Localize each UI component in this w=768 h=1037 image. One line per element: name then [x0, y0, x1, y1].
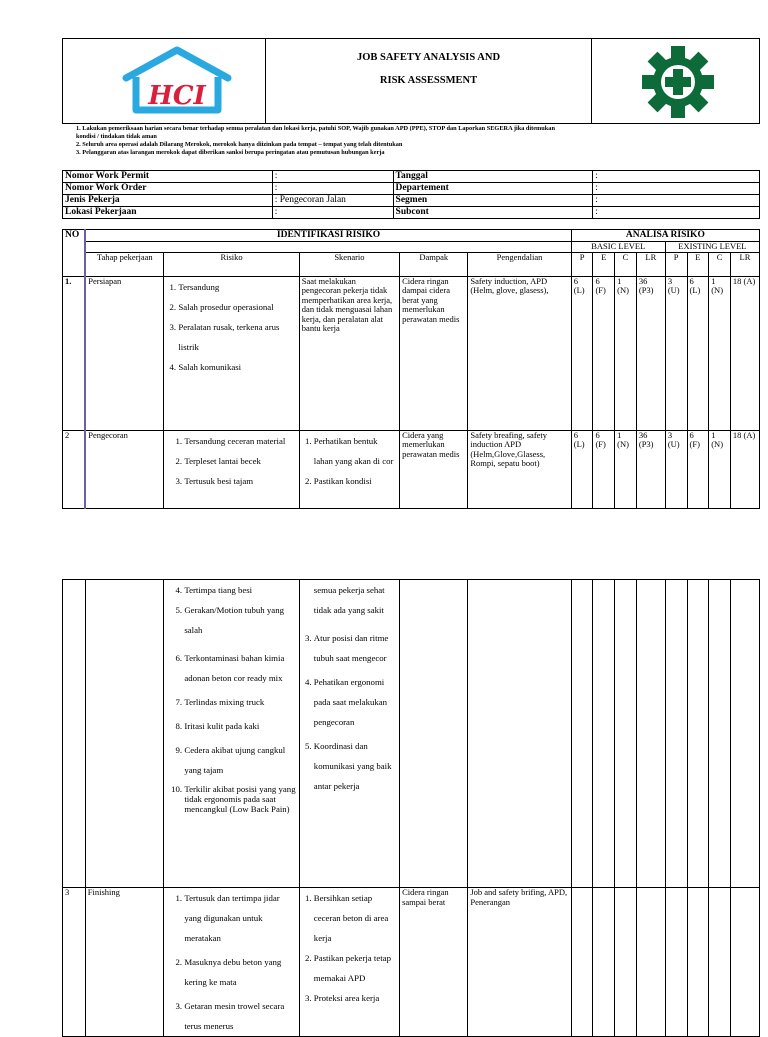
note-line: 3. Pelanggaran atas larangan merokok dapat diberikan sanksi berupa peringatan atau pemutusan hubungan kerja	[76, 149, 385, 156]
risk-item: 3. Peralatan rusak, terkena arus listrik	[178, 317, 296, 357]
info-row	[63, 195, 760, 207]
table-row	[63, 276, 760, 430]
col-basic-level: BASIC LEVEL	[571, 242, 665, 253]
basic-lr: 36 (P3)	[636, 276, 665, 430]
col-identifikasi: IDENTIFIKASI RISIKO	[85, 230, 571, 242]
info-row	[63, 183, 760, 195]
safety-gear-icon	[640, 44, 716, 120]
existing-e: 6 (L)	[687, 276, 709, 430]
safety-notes	[76, 125, 756, 157]
row-dampak: Cidera yang memerlukan perawatan medis	[400, 430, 468, 508]
basic-e: 6 (F)	[593, 276, 615, 430]
info-value: :	[272, 183, 393, 195]
risk-item: 1. Tersandung ceceran material	[184, 431, 296, 451]
doc-title-line1: JOB SAFETY ANALYSIS AND	[356, 52, 501, 63]
row-no: 3	[63, 888, 86, 1037]
scenario-item: 1. Perhatikan bentuk lahan yang akan di cor	[314, 431, 397, 471]
info-label: Subcont	[393, 207, 593, 219]
info-value: :	[272, 171, 393, 183]
scenario-item: 2. Pastikan pekerja tetap memakai APD	[314, 948, 397, 988]
risk-item: 6. Terkontaminasi bahan kimia adonan beton cor ready mix	[184, 648, 296, 688]
col-p: P	[665, 252, 687, 276]
col-pengendalian: Pengendalian	[468, 252, 571, 276]
risk-item: 10. Terkilir akibat posisi yang yang tidak ergonomis pada saat mencangkul (Low Back Pain)	[184, 784, 296, 814]
info-row	[63, 207, 760, 219]
table-row	[63, 580, 760, 888]
scenario-item: 3. Atur posisi dan ritme tubuh saat mengecor	[314, 628, 397, 668]
note-line: 2. Seluruh area operasi adalah Dilarang Merokok, merokok hanya diizinkan pada tempat – tempat yang telah ditentukan	[76, 141, 403, 148]
note-line: kondisi / tindakan tidak aman	[76, 133, 157, 140]
info-value: :	[593, 183, 760, 195]
info-value: :	[593, 207, 760, 219]
risk-item: 2. Terpleset lantai becek	[184, 451, 296, 471]
row-tahap: Finishing	[85, 888, 164, 1037]
col-no: NO	[63, 230, 86, 277]
row-tahap: Persiapan	[85, 276, 164, 430]
basic-p: 6 (L)	[571, 430, 593, 508]
basic-lr: 36 (P3)	[636, 430, 665, 508]
risk-item: 4. Salah komunikasi	[178, 357, 296, 377]
info-value: :	[272, 207, 393, 219]
scenario-item: 5. Koordinasi dan komunikasi yang baik antar pekerja	[314, 736, 397, 796]
risk-table	[62, 229, 760, 509]
risk-item: 1. Tersandung	[178, 277, 296, 297]
row-no: 2	[63, 430, 86, 508]
table-row	[63, 888, 760, 1037]
col-dampak: Dampak	[400, 252, 468, 276]
basic-p: 6 (L)	[571, 276, 593, 430]
info-value: :	[593, 171, 760, 183]
col-analisa: ANALISA RISIKO	[571, 230, 759, 242]
col-existing-level: EXISTING LEVEL	[665, 242, 759, 253]
risk-item: 5. Gerakan/Motion tubuh yang salah	[184, 600, 296, 640]
info-table	[62, 170, 760, 219]
table-row	[63, 430, 760, 508]
scenario-item: semua pekerja sehat tidak ada yang sakit	[313, 585, 385, 615]
row-pengendalian: Safety breafing, safety induction APD (Helm,Glove,Glasess, Rompi, sepatu boot)	[468, 430, 571, 508]
existing-c: 1 (N)	[709, 276, 731, 430]
logo-text: HCI	[148, 81, 206, 111]
col-risiko: Risiko	[164, 252, 299, 276]
col-lr: LR	[636, 252, 665, 276]
scenario-item: 3. Proteksi area kerja	[314, 988, 397, 1008]
info-label: Departement	[393, 183, 593, 195]
basic-c: 1 (N)	[615, 276, 637, 430]
risk-item: 8. Iritasi kulit pada kaki	[184, 716, 296, 736]
doc-title-line2: RISK ASSESSMENT	[379, 75, 478, 86]
existing-p: 3 (U)	[665, 430, 687, 508]
scenario-item: 2. Pastikan kondisi	[314, 471, 397, 491]
row-dampak: Cidera ringan sampai berat	[400, 888, 468, 1037]
col-c: C	[709, 252, 731, 276]
row-no: 1.	[63, 276, 86, 430]
risk-item: 3. Tertusuk besi tajam	[184, 471, 296, 491]
info-value: :	[593, 195, 760, 207]
company-logo	[118, 44, 236, 116]
existing-lr: 18 (A)	[730, 276, 759, 430]
risk-table-continued	[62, 579, 760, 1037]
risk-item: 9. Cedera akibat ujung cangkul yang tajam	[184, 740, 296, 780]
col-p: P	[571, 252, 593, 276]
col-c: C	[615, 252, 637, 276]
scenario-item: 4. Pehatikan ergonomi pada saat melakukan pengecoran	[314, 672, 397, 732]
info-row	[63, 171, 760, 183]
scenario-item: 1. Bersihkan setiap ceceran beton di area kerja	[314, 888, 397, 948]
existing-lr: 18 (A)	[730, 430, 759, 508]
col-e: E	[593, 252, 615, 276]
col-tahap: Tahap pekerjaan	[85, 252, 164, 276]
row-pengendalian: Safety induction, APD (Helm, glove, glasess),	[468, 276, 571, 430]
risk-item: 2. Masuknya debu beton yang kering ke mata	[184, 952, 296, 992]
info-label: Nomor Work Permit	[63, 171, 273, 183]
existing-e: 6 (F)	[687, 430, 709, 508]
basic-c: 1 (N)	[615, 430, 637, 508]
risk-item: 1. Tertusuk dan tertimpa jidar yang digunakan untuk meratakan	[184, 888, 296, 948]
risk-item: 2. Salah prosedur operasional	[178, 297, 296, 317]
col-skenario: Skenario	[299, 252, 399, 276]
risk-item: 3. Getaran mesin trowel secara terus menerus	[184, 996, 296, 1036]
risk-item: 7. Terlindas mixing truck	[184, 692, 296, 712]
risk-item: 4. Tertimpa tiang besi	[184, 580, 296, 600]
row-tahap: Pengecoran	[85, 430, 164, 508]
note-line: 1. Lakukan pemeriksaan harian secara benar terhadap semua peralatan dan lokasi kerja, patuhi SOP, Wajib gunakan APD (PPE), STOP dan Laporkan SEGERA jika ditemukan	[76, 125, 555, 132]
existing-c: 1 (N)	[709, 430, 731, 508]
row-dampak: Cidera ringan dampai cidera berat yang memerlukan perawatan medis	[400, 276, 468, 430]
existing-p: 3 (U)	[665, 276, 687, 430]
col-lr: LR	[730, 252, 759, 276]
info-label: Tanggal	[393, 171, 593, 183]
col-e: E	[687, 252, 709, 276]
info-value: : Pengecoran Jalan	[272, 195, 393, 207]
row-pengendalian: Job and safety brifing, APD, Penerangan	[468, 888, 571, 1037]
row-skenario: Saat melakukan pengecoran pekerja tidak memperhatikan area kerja, dan tidak menguasai lahan kerja, dan peralatan alat bantu kerja	[299, 276, 399, 430]
info-label: Nomor Work Order	[63, 183, 273, 195]
info-label: Jenis Pekerja	[63, 195, 273, 207]
header-divider	[591, 38, 592, 124]
basic-e: 6 (F)	[593, 430, 615, 508]
info-label: Lokasi Pekerjaan	[63, 207, 273, 219]
info-label: Segmen	[393, 195, 593, 207]
